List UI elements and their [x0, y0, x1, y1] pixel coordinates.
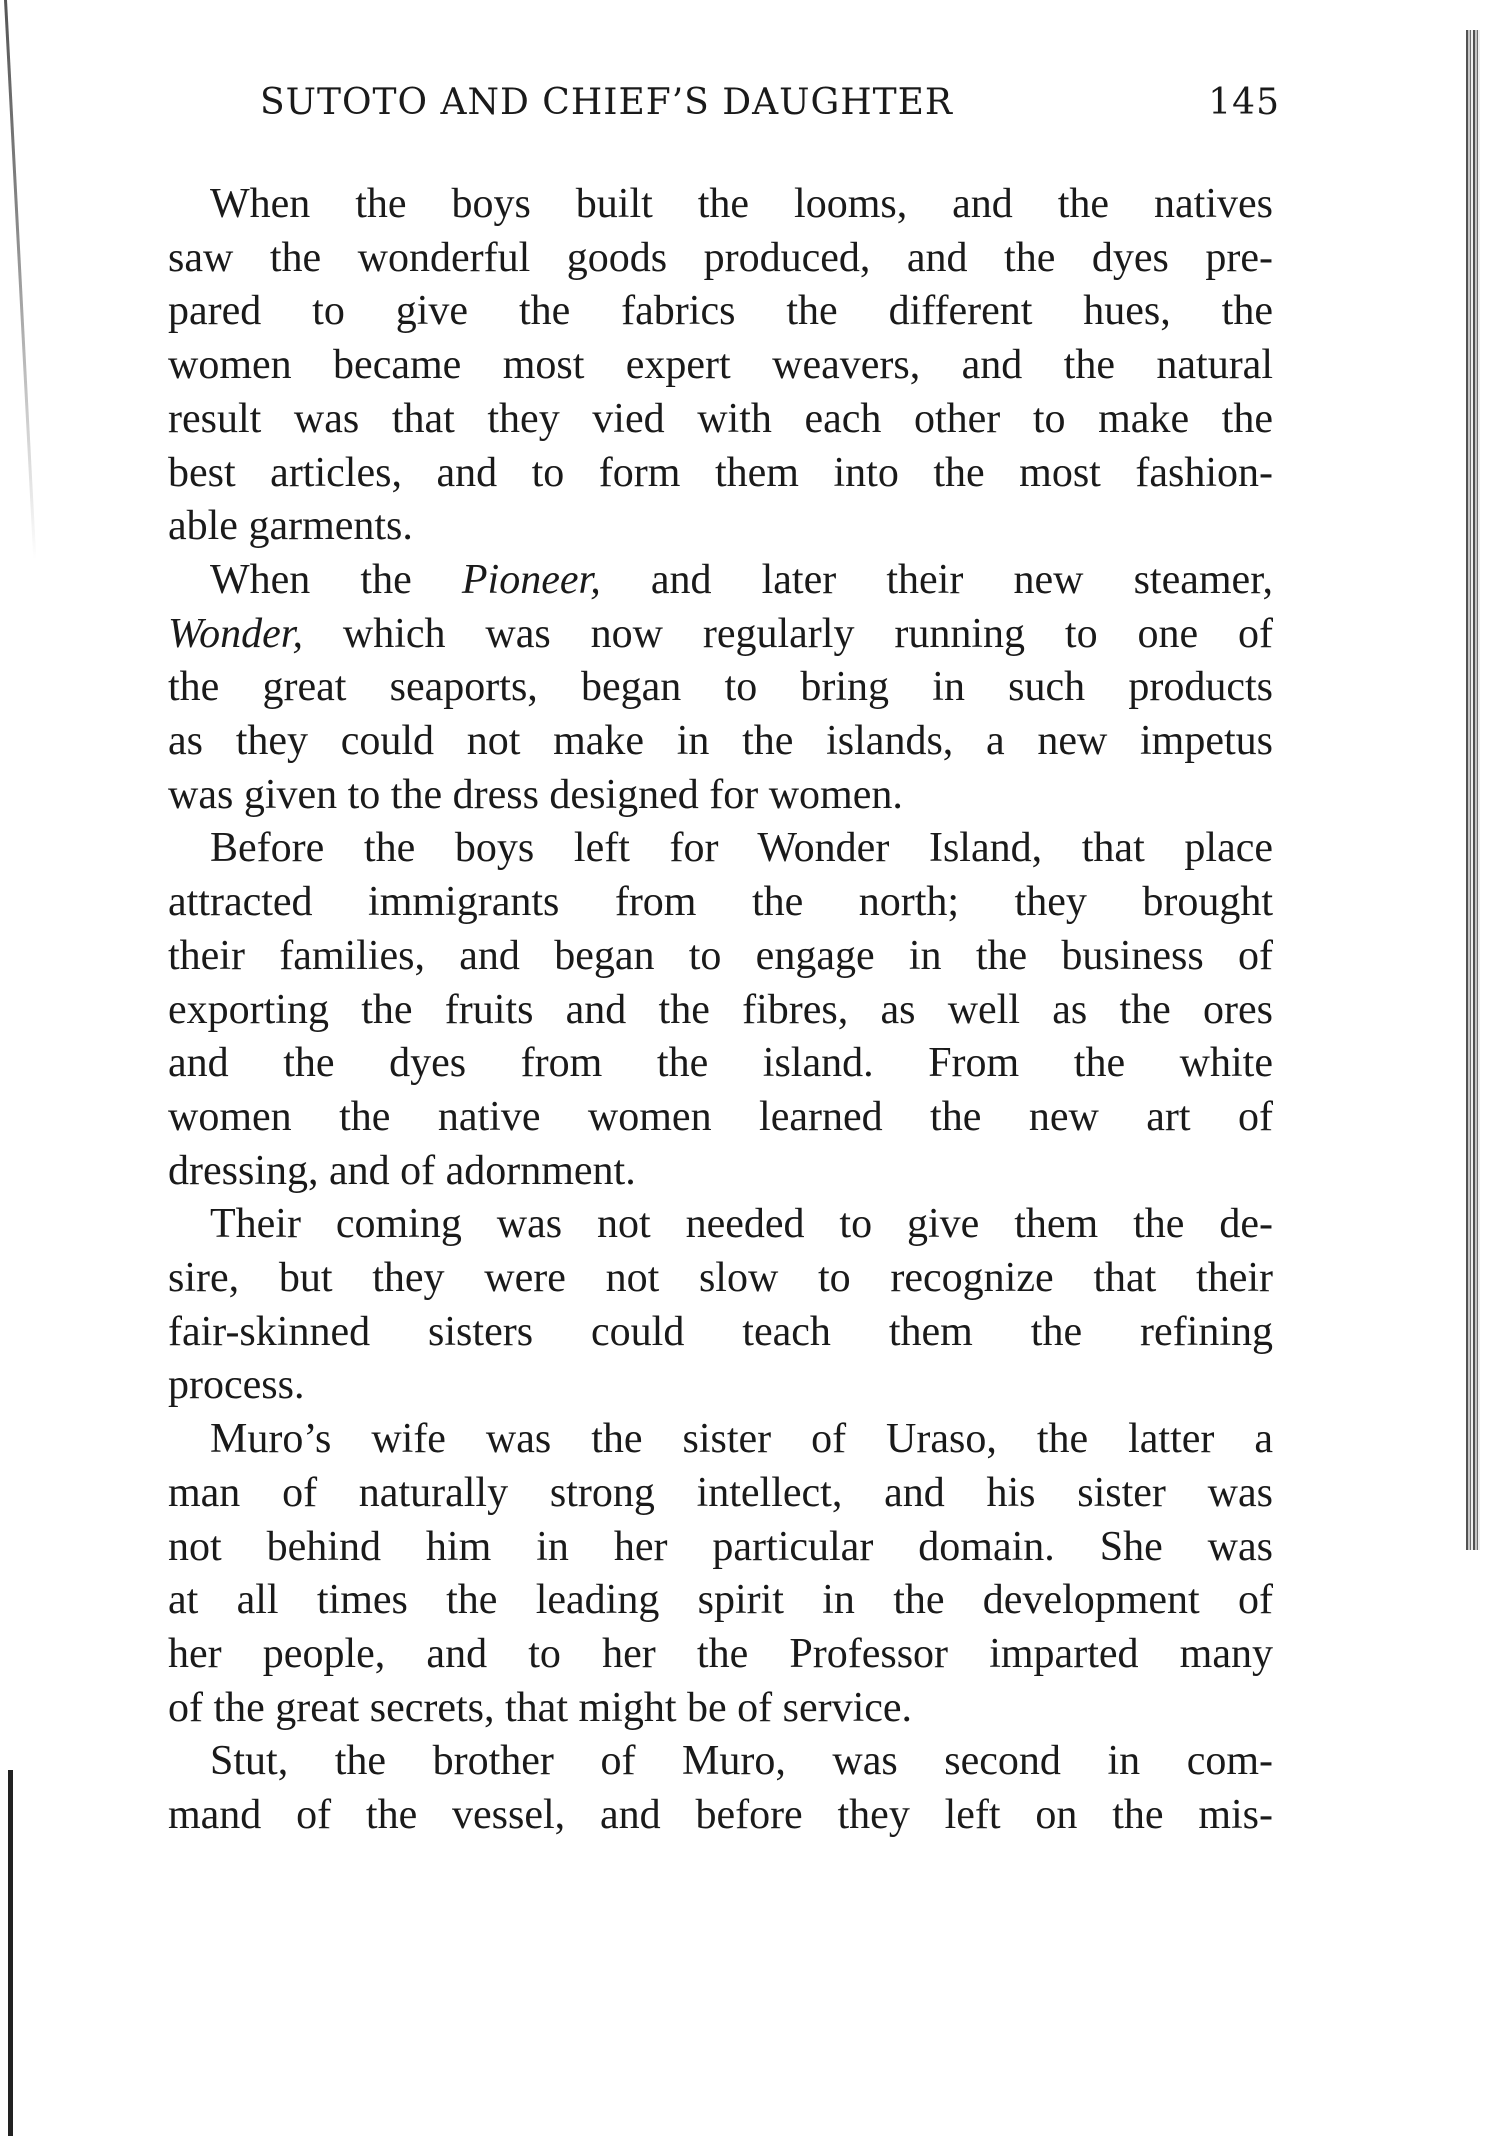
- page-number: 145: [1208, 82, 1280, 123]
- text-line: was given to the dress designed for women.: [168, 771, 903, 818]
- text-line: Muro’s wife was the sister of Uraso, the latter a: [210, 1416, 1273, 1463]
- text-line: women became most expert weavers, and the natural: [168, 342, 1273, 389]
- text-line: result was that they vied with each other to make the: [168, 395, 1273, 442]
- text-line: sire, but they were not slow to recognize that their: [168, 1255, 1273, 1302]
- text-line: not behind him in her particular domain. She was: [168, 1523, 1273, 1570]
- paragraph-2: [168, 554, 1273, 823]
- text-line: When the boys built the looms, and the natives: [210, 181, 1273, 227]
- paragraph-1: [168, 178, 1273, 554]
- text-line: mand of the vessel, and before they left on the mis-: [168, 1792, 1273, 1839]
- text-segment: and later their new steamer,: [600, 556, 1274, 603]
- scan-edge-shadow: [4, 0, 36, 559]
- text-line: attracted immigrants from the north; they brought: [168, 879, 1273, 926]
- running-head: SUTOTO AND CHIEF’S DAUGHTER: [260, 82, 954, 123]
- text-line: exporting the fruits and the fibres, as well as the ores: [168, 986, 1273, 1033]
- scan-binding-edge: [1466, 30, 1480, 1550]
- text-line: as they could not make in the islands, a new impetus: [168, 718, 1273, 765]
- page-header: [260, 82, 1280, 138]
- paragraph-6: [168, 1735, 1273, 1842]
- text-line: women the native women learned the new art of: [168, 1093, 1273, 1140]
- text-line: able garments.: [168, 503, 413, 550]
- text-line: the great seaports, began to bring in such products: [168, 664, 1273, 711]
- ship-name-wonder: Wonder,: [168, 610, 303, 657]
- text-line: Stut, the brother of Muro, was second in com-: [210, 1738, 1273, 1785]
- text-line: saw the wonderful goods produced, and the dyes pre-: [168, 234, 1273, 281]
- ship-name-pioneer: Pioneer,: [461, 556, 601, 603]
- text-line: at all times the leading spirit in the development of: [168, 1577, 1273, 1624]
- paragraph-4: [168, 1198, 1273, 1413]
- text-line: [168, 608, 1273, 662]
- text-line: of the great secrets, that might be of service.: [168, 1684, 913, 1731]
- paragraph-3: [168, 822, 1273, 1198]
- paragraph-5: [168, 1413, 1273, 1735]
- text-line: process.: [168, 1362, 305, 1409]
- text-line: Their coming was not needed to give them the de-: [210, 1201, 1273, 1248]
- text-segment: When the: [210, 556, 462, 603]
- text-line: pared to give the fabrics the different hues, the: [168, 288, 1273, 335]
- text-segment: which was now regularly running to one of: [302, 610, 1273, 657]
- text-line: fair-skinned sisters could teach them the refining: [168, 1308, 1273, 1355]
- text-line: her people, and to her the Professor imparted many: [168, 1630, 1273, 1677]
- text-line: and the dyes from the island. From the white: [168, 1040, 1273, 1087]
- body-text: [168, 178, 1273, 1843]
- scan-edge-shadow-bottom: [8, 1770, 13, 2136]
- text-line: Before the boys left for Wonder Island, that place: [210, 825, 1273, 872]
- text-line: best articles, and to form them into the most fashion-: [168, 449, 1273, 496]
- text-line: their families, and began to engage in the business of: [168, 932, 1273, 979]
- text-line: [168, 554, 1273, 608]
- text-line: man of naturally strong intellect, and his sister was: [168, 1469, 1273, 1516]
- text-line: dressing, and of adornment.: [168, 1147, 636, 1194]
